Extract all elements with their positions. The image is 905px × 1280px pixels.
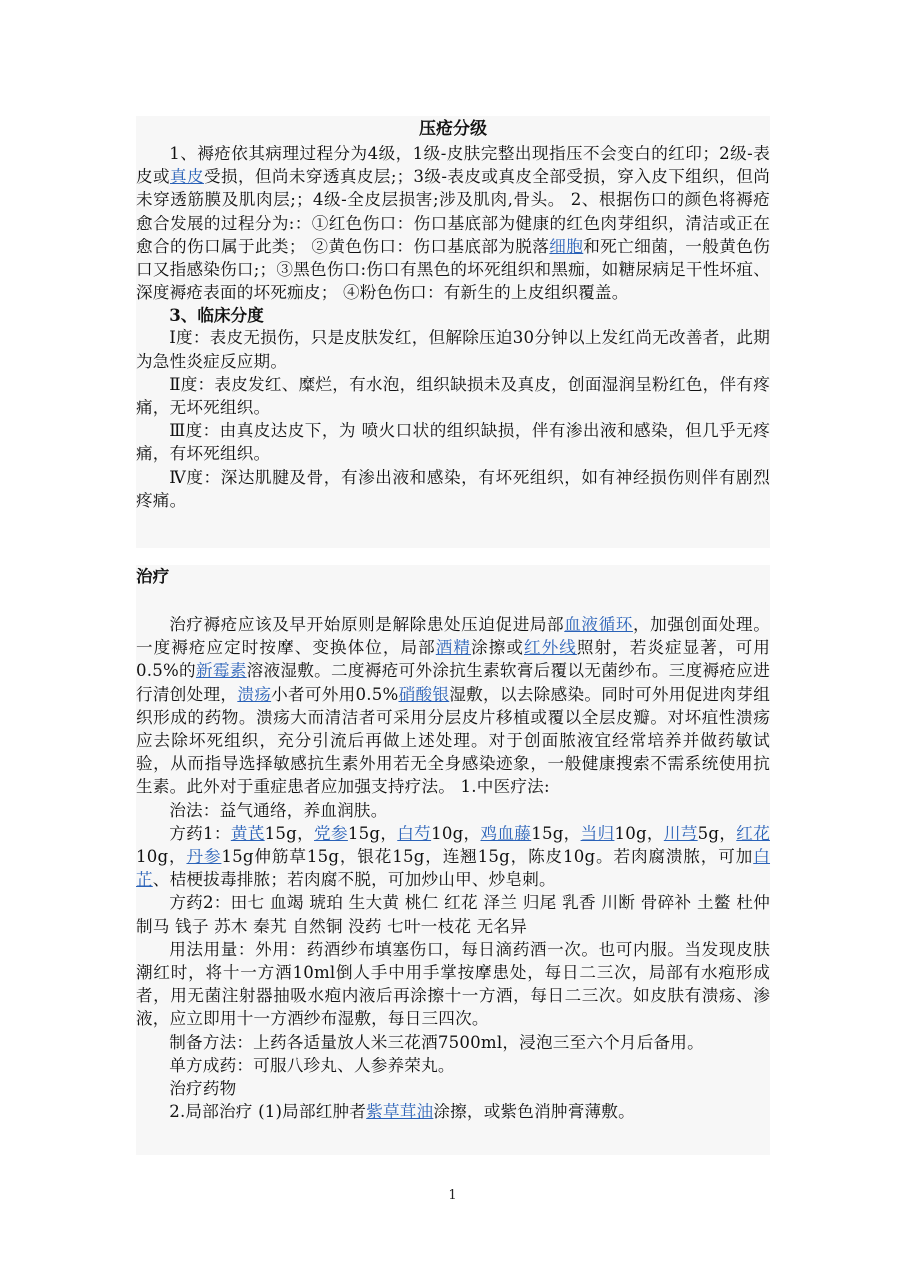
link-baishao[interactable]: 白芍	[397, 823, 432, 843]
link-jiujing[interactable]: 酒精	[435, 638, 472, 658]
text: 涂擦，或紫色消肿膏薄敷。	[433, 1102, 635, 1122]
text: 15g，	[347, 823, 398, 843]
link-kuiyang[interactable]: 溃疡	[237, 684, 272, 704]
link-chuanxiong[interactable]: 川芎	[663, 823, 698, 843]
link-baizhi[interactable]: 白芷	[136, 847, 771, 890]
page-number: 1	[448, 1188, 457, 1203]
text: 15g，	[264, 823, 315, 843]
paragraph-treatment	[136, 613, 770, 799]
text: 、桔梗拔毒排脓；若肉腐不脱，可加炒山甲、炒皂刺。	[152, 870, 556, 890]
link-huangqi[interactable]: 黄芪	[230, 823, 265, 843]
paragraph-usage: 用法用量：外用：药酒纱布填塞伤口，每日滴药酒一次。也可内服。当发现皮肤潮红时，将十一方酒10ml倒人手中用手掌按摩患处，每日二三次，局部有水疱形成者，用无菌注射器抽吸水疱内液后再涂擦十一方酒，每日二三次。如皮肤有溃疡、渗液，应立即用十一方酒纱布湿敷，每日三四次。	[136, 939, 770, 1029]
link-zhenpi[interactable]: 真皮	[169, 167, 204, 187]
link-zicaorongyou[interactable]: 紫草茸油	[366, 1102, 434, 1122]
text: 溶液湿敷。二度褥疮可外涂抗生素软膏后覆以无菌纱布。三度褥疮应进行清创处理，	[136, 661, 770, 704]
text: 湿敷，以去除感染。同时可外用促进肉芽组织形成的药物。溃疡大而清洁者可采用分层皮片移植或覆以全层皮瓣。对坏疽性溃疡应去除坏死组织，充分引流后再做上述处理。对于创面脓液宜经常培养并做药敏试验，从而指导选择敏感抗生素外用若无全身感染迹象，一般健康搜索不需系统使用抗生素。此外对于重症患者应加强支持疗法。 1.中医疗法:	[136, 684, 770, 797]
paragraph-local-treatment	[136, 1100, 770, 1123]
text: 小者可外用0.5%	[271, 684, 399, 704]
section-title-treatment: 治疗	[136, 566, 170, 586]
text: 和死亡细菌，一般黄色伤口又指感染伤口;；③黑色伤口:伤口有黑色的坏死组织和黑痂，如糖尿病足干性坏疽、深度褥疮表面的坏死痂皮； ④粉色伤口：有新生的上皮组织覆盖。	[136, 236, 770, 303]
section-treatment	[136, 565, 770, 1155]
link-xinmeisu[interactable]: 新霉素	[195, 661, 247, 681]
text: 方药1：	[169, 823, 231, 843]
paragraph-preparation: 制备方法：上药各适量放人米三花酒7500ml，浸泡三至六个月后备用。	[169, 1032, 704, 1052]
text: 2.局部治疗 (1)局部红肿者	[169, 1102, 367, 1122]
text: 1、褥疮依其病理过程分为4级，1级-皮肤完整出现指压不会变白的红印；2级-表皮或	[136, 144, 770, 187]
text: 15g伸筋草15g，银花15g，连翘15g，陈皮10g。若肉腐溃脓，可加	[221, 847, 754, 867]
text: 10g，	[431, 823, 481, 843]
text: 10g，	[136, 847, 187, 867]
link-danshen[interactable]: 丹参	[186, 847, 222, 867]
text: 5g，	[697, 823, 737, 843]
paragraph-drugs: 治疗药物	[169, 1079, 237, 1099]
paragraph-zhifa: 治法：益气通络，养血润肤。	[169, 800, 388, 820]
link-honghua[interactable]: 红花	[736, 823, 770, 843]
section-classification	[136, 116, 770, 548]
link-dangshen[interactable]: 党参	[314, 823, 348, 843]
link-hongwaixian[interactable]: 红外线	[523, 638, 577, 658]
page-title: 压疮分级	[419, 119, 487, 139]
link-xiaosuanyin[interactable]: 硝酸银	[398, 684, 450, 704]
degree-3: Ⅲ度：由真皮达皮下，为 喷火口状的组织缺损，伴有渗出液和感染，但几乎无疼痛，有坏死组织。	[136, 421, 770, 464]
text: 涂擦或	[471, 638, 524, 658]
degree-1: Ⅰ度：表皮无损伤，只是皮肤发红，但解除压迫30分钟以上发红尚无改善者，此期为急性炎症反应期。	[136, 328, 770, 371]
degree-2: Ⅱ度：表皮发红、糜烂，有水泡，组织缺损未及真皮，创面湿润呈粉红色，伴有疼痛，无坏死组织。	[136, 374, 770, 418]
paragraph-fangyao-1	[136, 822, 770, 892]
text: 受损，但尚未穿透真皮层;；3级-表皮或真皮全部受损，穿入皮下组织，但尚未穿透筋膜及肌肉层;；4级-全皮层损害;涉及肌肉,骨头。 2、根据伤口的颜色将褥疮愈合发展的过程分为:：①红色伤口：伤口基底部为健康的红色肉芽组织，清洁或正在愈合的伤口属于此类； ②黄色伤口：伤口基底部为脱落	[136, 167, 770, 256]
link-xueye-xunhuan[interactable]: 血液循环	[564, 615, 633, 634]
paragraph-grading	[136, 142, 770, 304]
link-danggui[interactable]: 当归	[580, 823, 615, 843]
text: ，加强创面处理。一度褥疮应定时按摩、变换体位，局部	[136, 615, 770, 658]
text: 治疗褥疮应该及早开始原则是解除患处压迫促进局部	[169, 615, 565, 634]
spacer	[136, 587, 770, 613]
text: 10g，	[614, 823, 664, 843]
paragraph-fangyao-2: 方药2：田七 血竭 琥珀 生大黄 桃仁 红花 泽兰 归尾 乳香 川断 骨碎补 土鳖 杜仲 制马 钱子 苏木 秦艽 自然铜 没药 七叶一枝花 无名异	[136, 893, 770, 936]
link-jixueteng[interactable]: 鸡血藤	[480, 823, 532, 843]
degree-4: Ⅳ度：深达肌腱及骨，有渗出液和感染，有坏死组织，如有神经损伤则伴有剧烈疼痛。	[136, 467, 770, 510]
text: 15g，	[531, 823, 581, 843]
text: 照射，若炎症显著，可用0.5%的	[136, 638, 771, 681]
link-xibao[interactable]: 细胞	[549, 236, 584, 256]
section-title-clinical: 3、临床分度	[169, 305, 264, 326]
paragraph-single-medicine: 单方成药：可服八珍丸、人参养荣丸。	[169, 1055, 455, 1075]
